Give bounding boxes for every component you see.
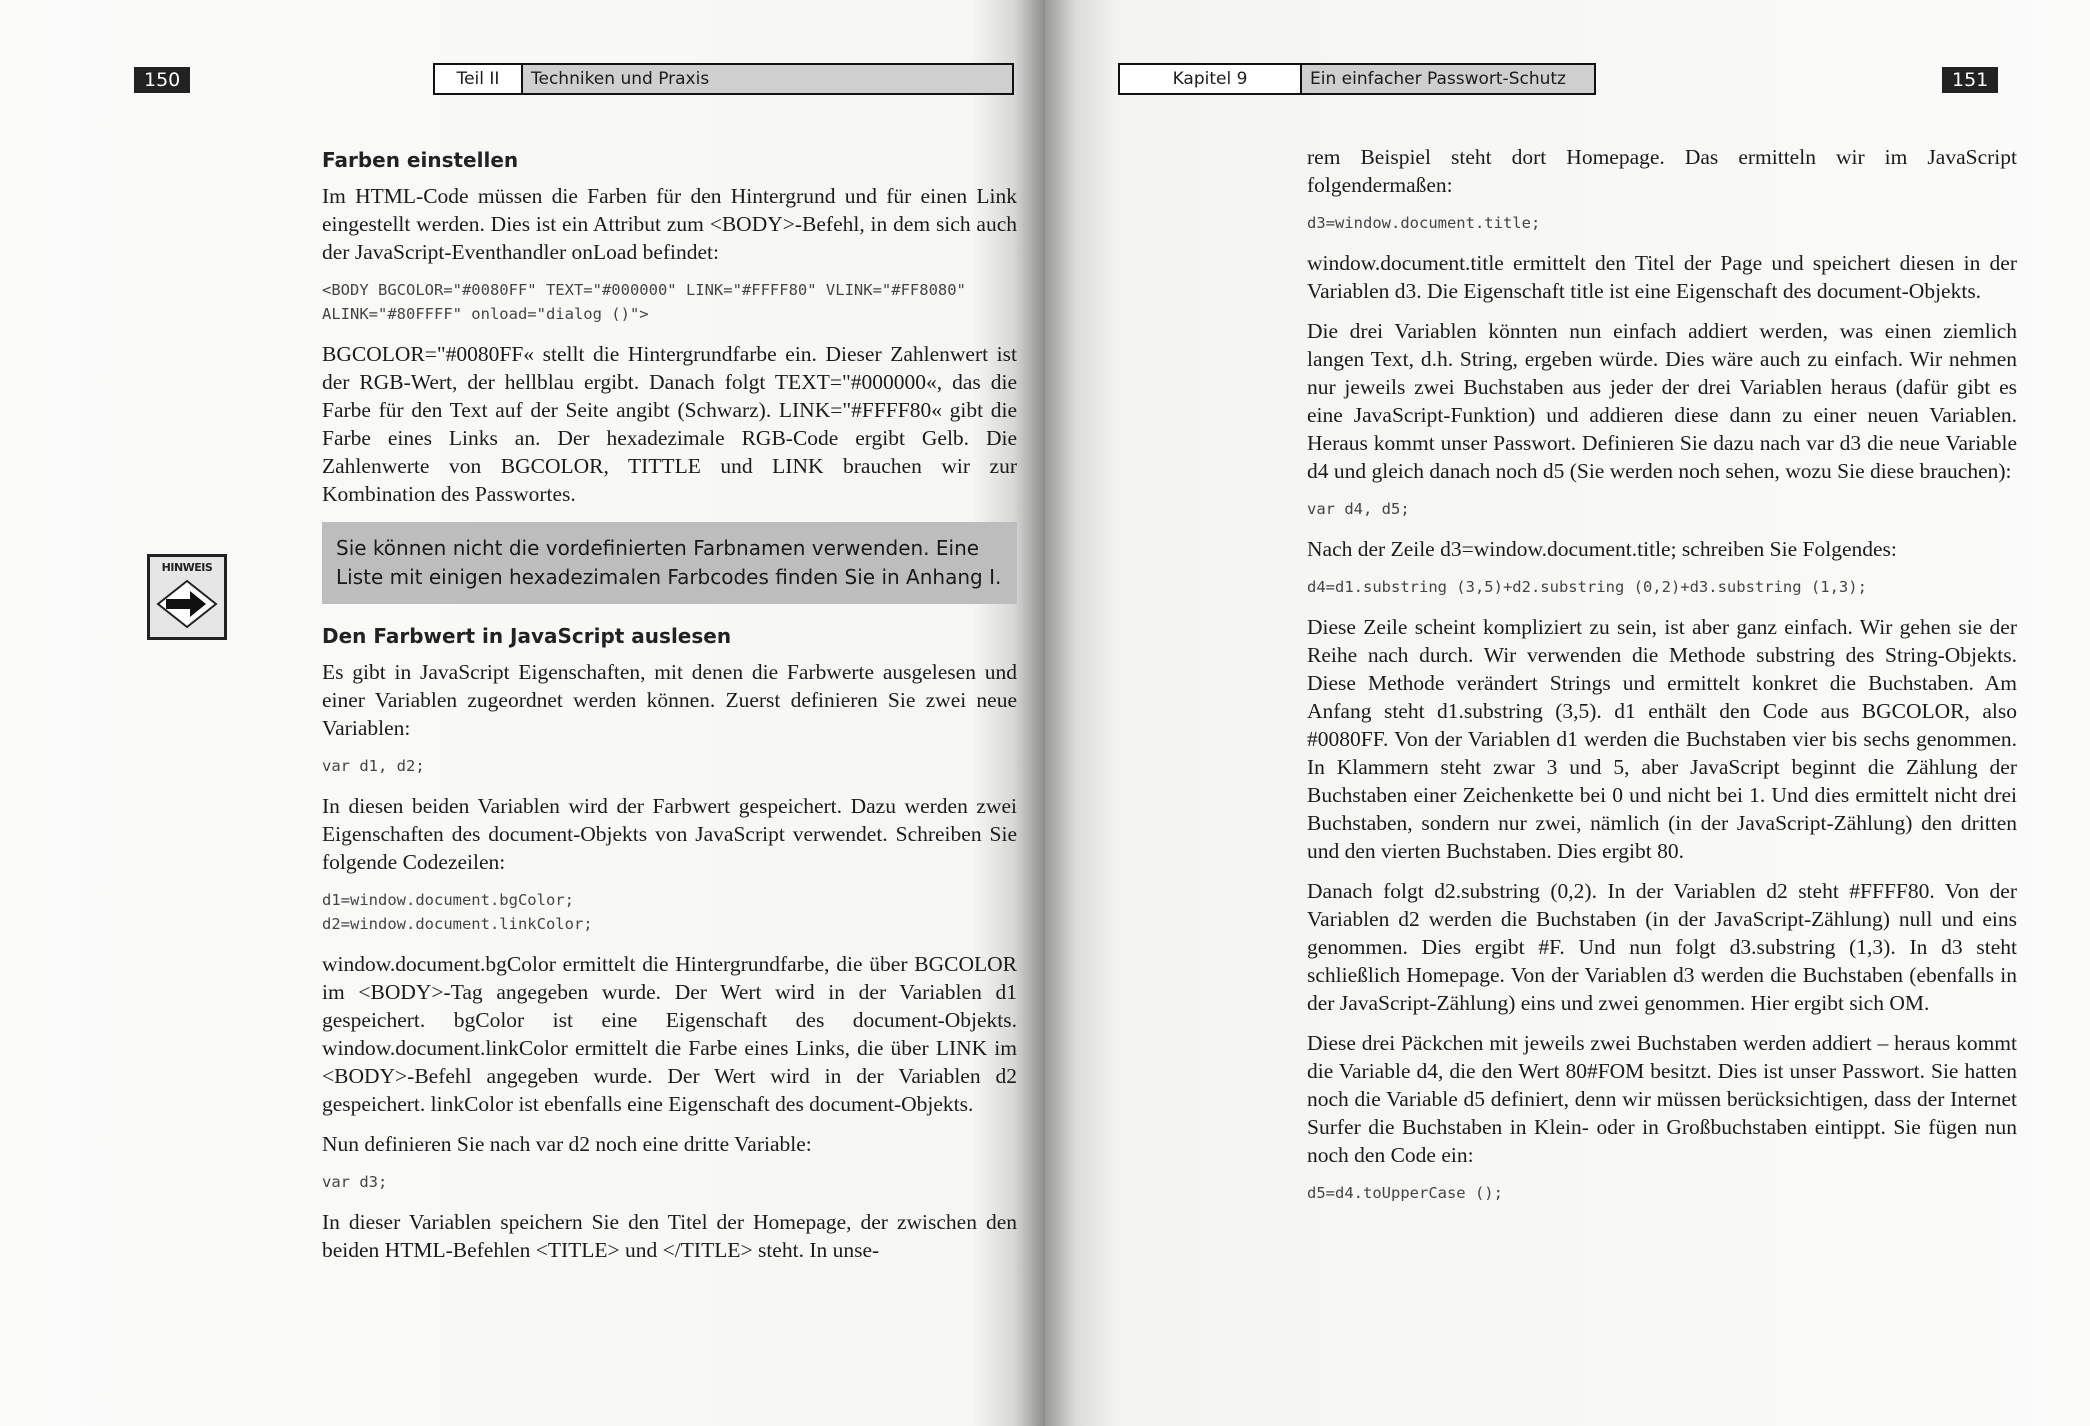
- paragraph: Diese drei Päckchen mit jeweils zwei Buchstaben werden addiert – heraus kommt die Variable d4, die den Wert 80#FOM besitzt. Dies ist unser Passwort. Sie hatten noch die Variable d5 definiert, denn wir müssen berücksichtigen, dass der Internet Surfer die Buchstaben in Klein- oder in Großbuchstaben eintippt. Sie fügen nun noch den Code ein:: [1307, 1031, 2017, 1167]
- header-part: Kapitel 9: [1120, 65, 1302, 93]
- paragraph: In diesen beiden Variablen wird der Farbwert gespeichert. Dazu werden zwei Eigenschaften des document-Objekts von JavaScript verwendet. Schreiben Sie folgende Codezeilen:: [322, 794, 1017, 874]
- page-number-right: 151: [1942, 67, 1998, 93]
- header-title: Ein einfacher Passwort-Schutz: [1302, 65, 1594, 93]
- page-number-left: 150: [134, 67, 190, 93]
- paragraph: Nun definieren Sie nach var d2 noch eine dritte Variable:: [322, 1132, 812, 1156]
- paragraph: In dieser Variablen speichern Sie den Titel der Homepage, der zwischen den beiden HTML-Befehlen <TITLE> und </TITLE> steht. In unse-: [322, 1210, 1017, 1262]
- paragraph: Danach folgt d2.substring (0,2). In der Variablen d2 steht #FFFF80. Von der Variablen d2 werden die Buchstaben (in der JavaScript-Zählung) null und eins genommen. Dies ergibt #F. Und nun folgt d3.substring (1,3). In d3 steht schließlich Homepage. Von der Variablen d3 werden die Buchstaben (ebenfalls in der JavaScript-Zählung) eins und zwei genommen. Hier ergibt sich OM.: [1307, 879, 2017, 1015]
- paragraph: window.document.title ermittelt den Titel der Page und speichert diesen in der Variablen d3. Die Eigenschaft title ist eine Eigenschaft des document-Objekts.: [1307, 251, 2017, 303]
- right-body: [1307, 143, 2017, 1219]
- running-header-right: [1118, 63, 1596, 95]
- paragraph: rem Beispiel steht dort Homepage. Das ermitteln wir im JavaScript folgendermaßen:: [1307, 145, 2017, 197]
- header-title: Techniken und Praxis: [523, 65, 1012, 93]
- left-body: [322, 148, 1017, 1276]
- hint-box: Sie können nicht die vordefinierten Farbnamen verwenden. Eine Liste mit einigen hexadezimalen Farbcodes finden Sie in Anhang I.: [322, 522, 1017, 604]
- hint-label: HINWEIS: [161, 561, 213, 574]
- paragraph: Im HTML-Code müssen die Farben für den Hintergrund und für einen Link eingestellt werden. Dies ist ein Attribut zum <BODY>-Befehl, in dem sich auch der JavaScript-Eventhandler onLoad befindet:: [322, 184, 1017, 264]
- code-block: d4=d1.substring (3,5)+d2.substring (0,2)+d3.substring (1,3);: [1307, 578, 1867, 596]
- arrow-icon: [156, 579, 218, 629]
- code-block: var d4, d5;: [1307, 500, 1410, 518]
- paragraph: Es gibt in JavaScript Eigenschaften, mit denen die Farbwerte ausgelesen und einer Variablen zugeordnet werden können. Zuerst definieren Sie zwei neue Variablen:: [322, 660, 1017, 740]
- hint-badge: [147, 554, 227, 640]
- running-header-left: [433, 63, 1014, 95]
- paragraph: window.document.bgColor ermittelt die Hintergrundfarbe, die über BGCOLOR im <BODY>-Tag angegeben wurde. Der Wert wird in der Variablen d1 gespeichert. bgColor ist eine Eigenschaft des document-Objekts. window.document.linkColor ermittelt die Farbe eines Links, die über LINK im <BODY>-Befehl angegeben wurde. Der Wert wird in der Variablen d2 gespeichert. linkColor ist ebenfalls eine Eigenschaft des document-Objekts.: [322, 952, 1017, 1116]
- code-block: d3=window.document.title;: [1307, 214, 1541, 232]
- paragraph: BGCOLOR="#0080FF« stellt die Hintergrundfarbe ein. Dieser Zahlenwert ist der RGB-Wert, der hellblau ergibt. Danach folgt TEXT="#000000«, das die Farbe für den Text auf der Seite angibt (Schwarz). LINK="#FFFF80« gibt die Farbe eines Links an. Der hexadezimale RGB-Code ergibt Gelb. Die Zahlenwerte von BGCOLOR, TITTLE und LINK brauchen wir zur Kombination des Passwortes.: [322, 342, 1017, 506]
- code-block: d1=window.document.bgColor; d2=window.document.linkColor;: [322, 891, 593, 933]
- section-heading: Farben einstellen: [322, 148, 519, 172]
- paragraph: Diese Zeile scheint kompliziert zu sein, ist aber ganz einfach. Wir gehen sie der Reihe nach durch. Wir verwenden die Methode substring des String-Objekts. Diese Methode verändert Strings und ermittelt konkret die Buchstaben. Am Anfang steht d1.substring (3,5). d1 enthält den Code aus BGCOLOR, also #0080FF. Von der Variablen d1 werden die Buchstaben vier bis sechs genommen. In Klammern steht zwar 3 und 5, aber JavaScript beginnt die Zählung der Buchstaben einer Zeichenkette bei 0 und nicht bei 1. Und dies ermittelt nicht drei Buchstaben, sondern nur zwei, nämlich (in der JavaScript-Zählung) den dritten und den vierten Buchstaben. Dies ergibt 80.: [1307, 615, 2017, 863]
- header-part: Teil II: [435, 65, 523, 93]
- paragraph: Die drei Variablen könnten nun einfach addiert werden, was einen ziemlich langen Text, d.h. String, ergeben würde. Dies wäre auch zu einfach. Wir nehmen nur jeweils zwei Buchstaben aus jeder der drei Variablen heraus (dafür gibt es eine JavaScript-Funktion) und addieren diese dann zu einer neuen Variablen. Heraus kommt unser Passwort. Definieren Sie dazu nach var d3 die neue Variable d4 und gleich danach noch d5 (Sie werden noch sehen, wozu Sie diese brauchen):: [1307, 319, 2017, 483]
- code-block: <BODY BGCOLOR="#0080FF" TEXT="#000000" LINK="#FFFF80" VLINK="#FF8080" ALINK="#80FFFF" onload="dialog ()">: [322, 281, 966, 323]
- code-block: var d3;: [322, 1173, 388, 1191]
- code-block: var d1, d2;: [322, 757, 425, 775]
- section-heading: Den Farbwert in JavaScript auslesen: [322, 624, 732, 648]
- paragraph: Nach der Zeile d3=window.document.title; schreiben Sie Folgendes:: [1307, 537, 1897, 561]
- code-block: d5=d4.toUpperCase ();: [1307, 1184, 1503, 1202]
